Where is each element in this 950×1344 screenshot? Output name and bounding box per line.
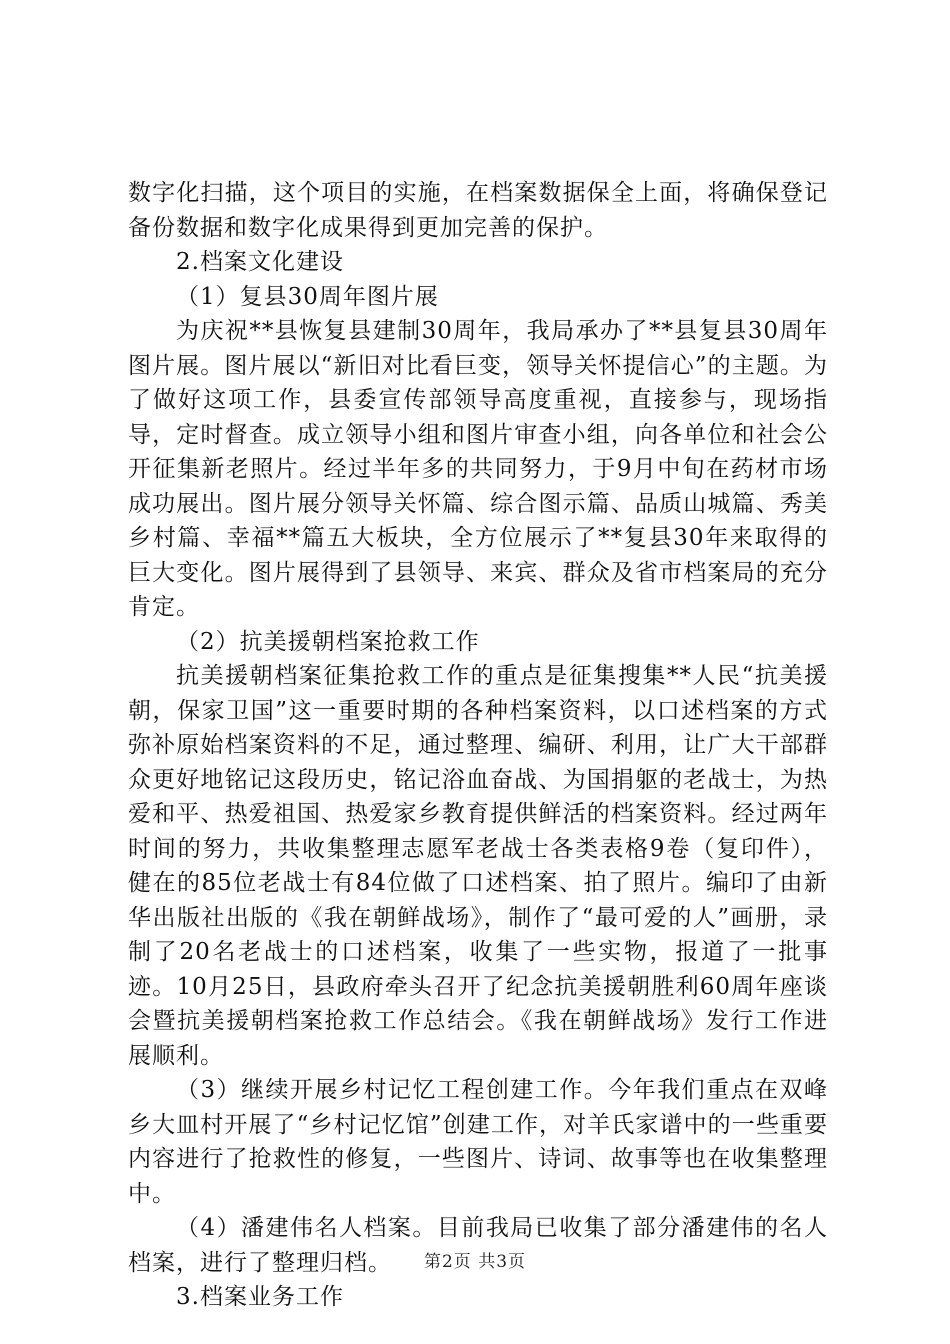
paragraph-korean-war-archives: 抗美援朝档案征集抢救工作的重点是征集搜集**人民“抗美援朝，保家卫国”这一重要时期的各种档案资料，以口述档案的方式弥补原始档案资料的不足，通过整理、编研、利用，让广大干部群众更好地铭记这段历史，铭记浴血奋战、为国捐躯的老战士，为热爱和平、热爱祖国、热爱家乡教育提供鲜活的档案资料。经过两年时间的努力，共收集整理志愿军老战士各类表格9卷（复印件），健在的85位老战士有84位做了口述档案、拍了照片。编印了由新华出版社出版的《我在朝鲜战场》，制作了“最可爱的人”画册，录制了20名老战士的口述档案，收集了一些实物，报道了一批事迹。10月25日，县政府牵头召开了纪念抗美援朝胜利60周年座谈会暨抗美援朝档案抢救工作总结会。《我在朝鲜战场》发行工作进展顺利。 (128, 663, 828, 1069)
paragraph-celebrity-archive: （4）潘建伟名人档案。目前我局已收集了部分潘建伟的名人档案，进行了整理归档。 (128, 1215, 828, 1276)
section-heading-archive-culture: 2.档案文化建设 (176, 249, 344, 275)
paragraph-continuation: 数字化扫描，这个项目的实施，在档案数据保全上面，将确保登记备份数据和数字化成果得到更加完善的保护。 (128, 180, 828, 241)
paragraph-village-memory: （3）继续开展乡村记忆工程创建工作。今年我们重点在双峰乡大皿村开展了“乡村记忆馆”创建工作，对羊氏家谱中的一些重要内容进行了抢救性的修复，一些图片、诗词、故事等也在收集整理中。 (128, 1077, 828, 1207)
subheading-korean-war-archives: （2）抗美援朝档案抢救工作 (176, 628, 480, 655)
paragraph-photo-exhibition: 为庆祝**县恢复县建制30周年，我局承办了**县复县30周年图片展。图片展以“新旧对比看巨变，领导关怀提信心”的主题。为了做好这项工作，县委宣传部领导高度重视，直接参与，现场指导，定时督查。成立领导小组和图片审查小组，向各单位和社会公开征集新老照片。经过半年多的共同努力，于9月中旬在药材市场成功展出。图片展分领导关怀篇、综合图示篇、品质山城篇、秀美乡村篇、幸福**篇五大板块，全方位展示了**复县30年来取得的巨大变化。图片展得到了县领导、来宾、群众及省市档案局的充分肯定。 (128, 318, 828, 620)
document-body (128, 176, 828, 1315)
subheading-photo-exhibition: （1）复县30周年图片展 (176, 283, 439, 310)
page-number-footer: 第2页 共3页 (423, 1252, 527, 1272)
section-heading-archive-business: 3.档案业务工作 (176, 1284, 344, 1310)
